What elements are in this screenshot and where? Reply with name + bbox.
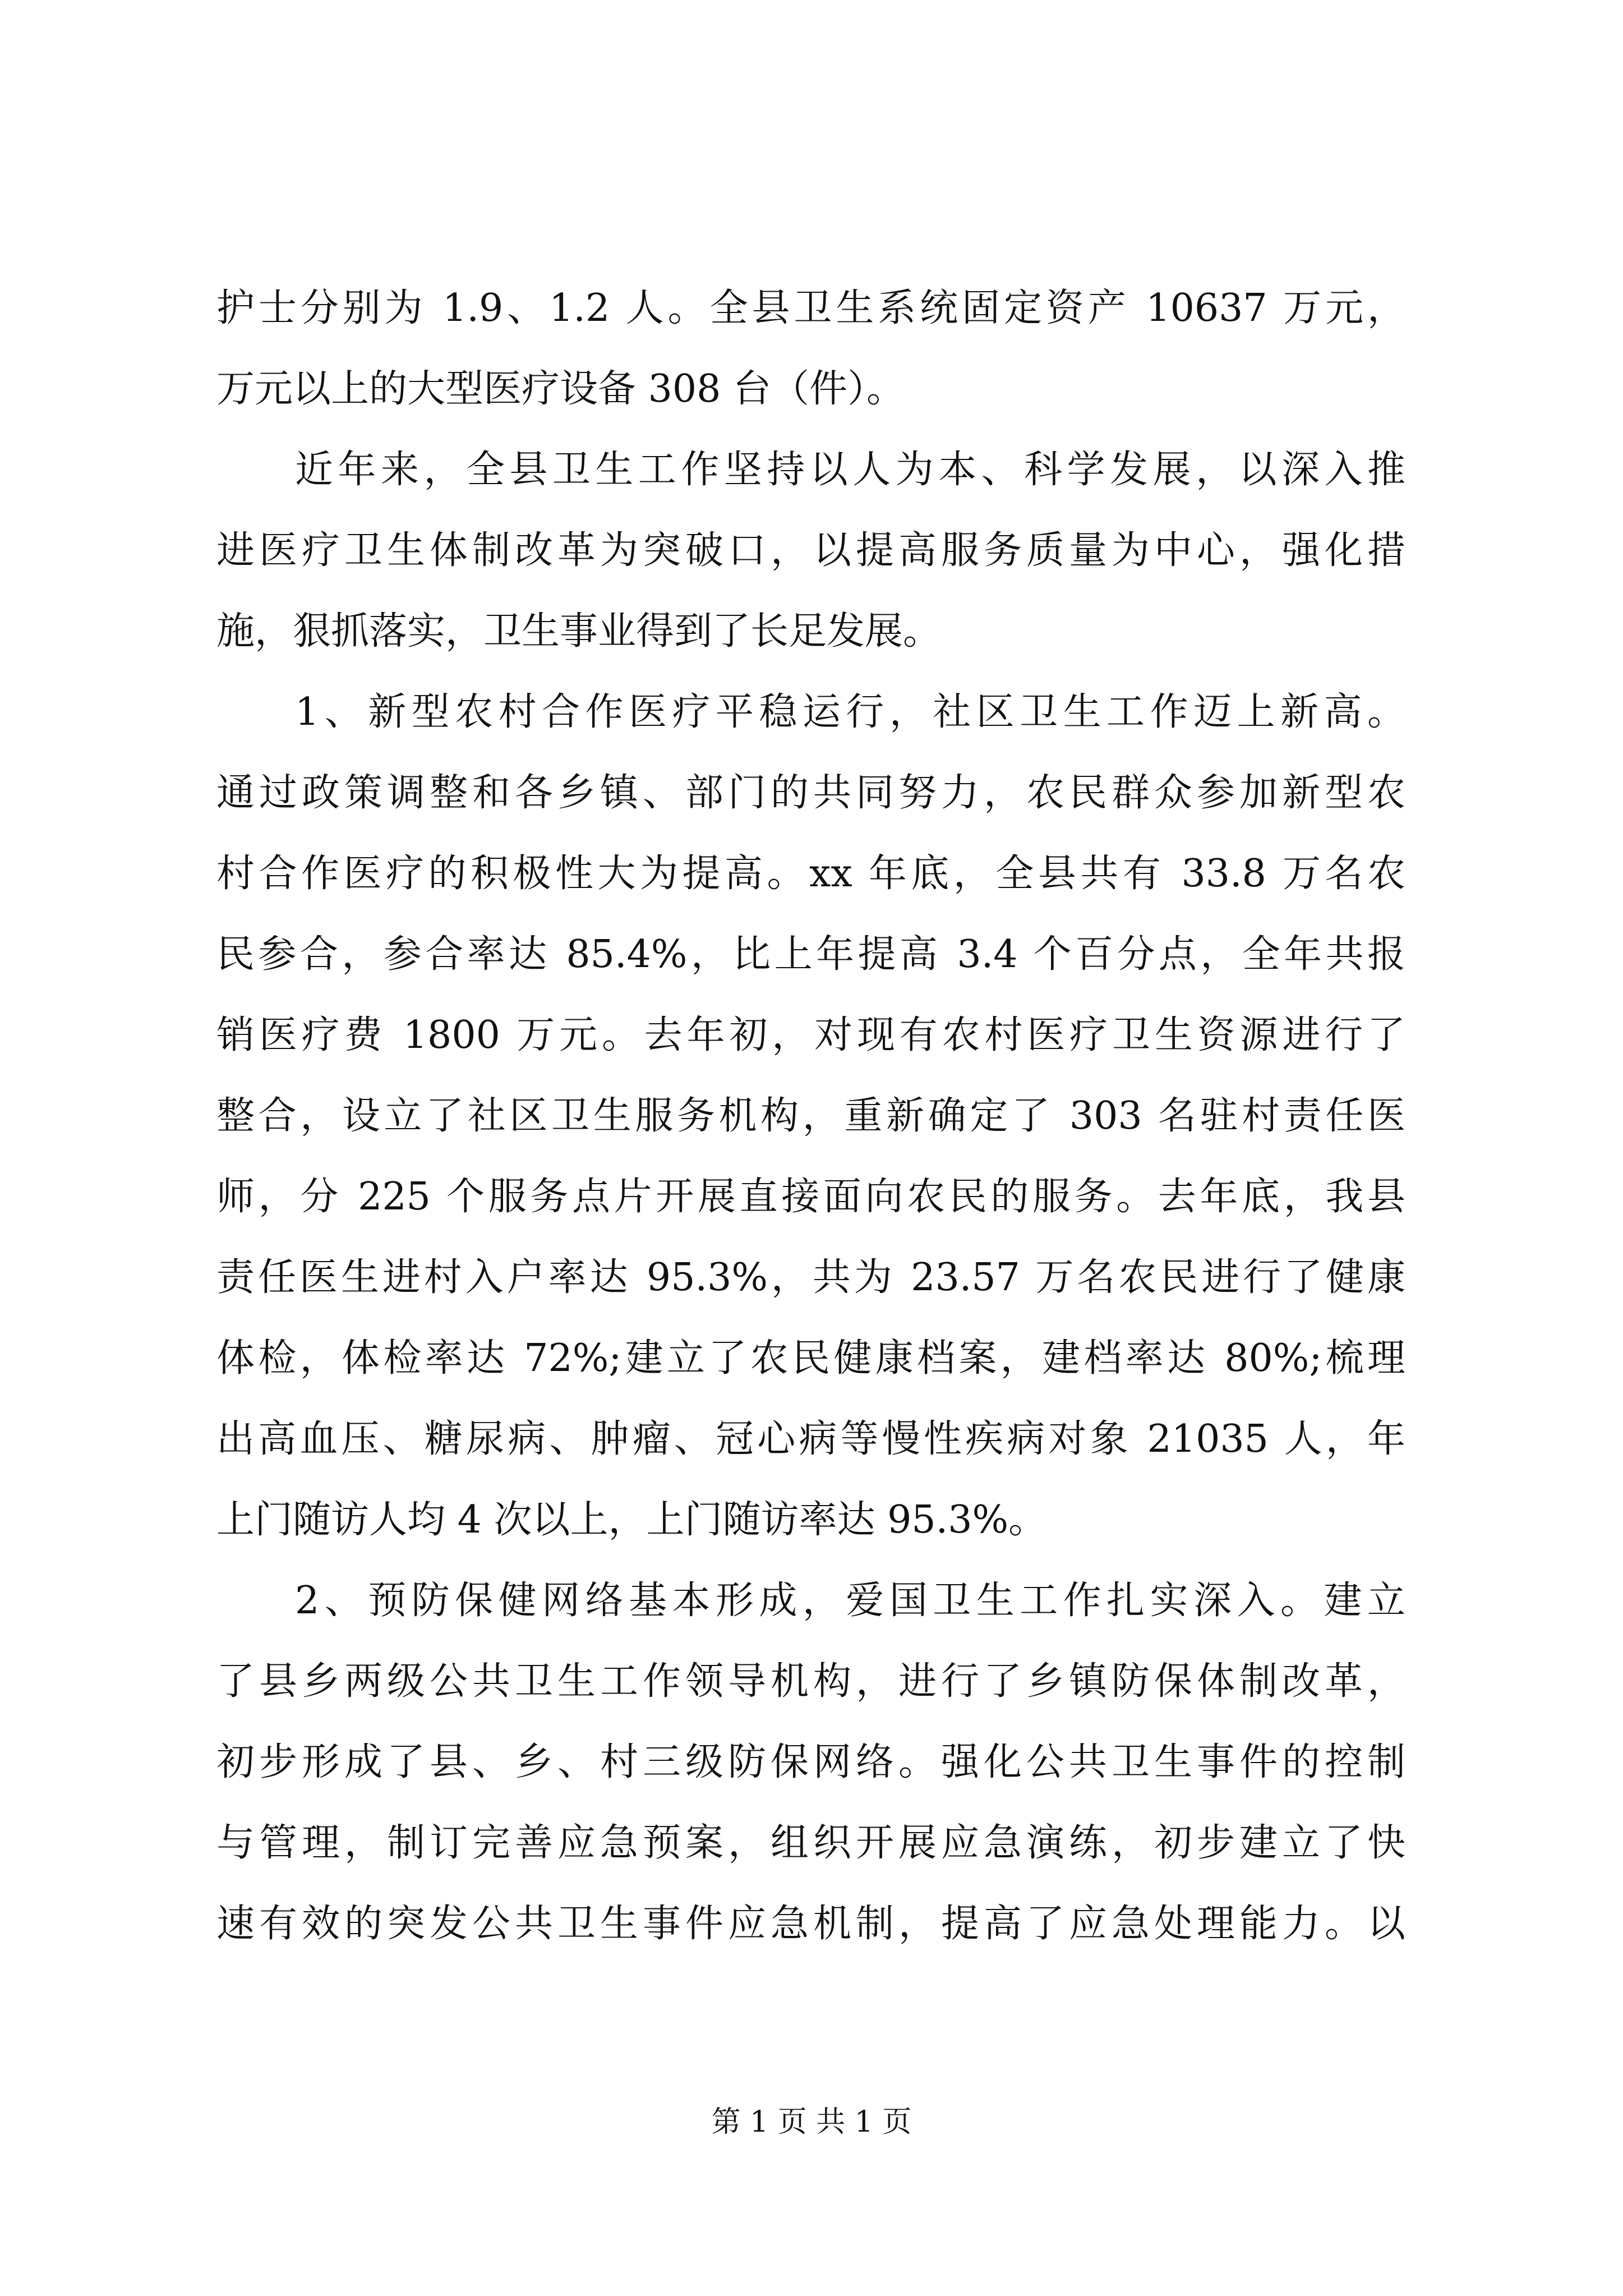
text-line: 进医疗卫生体制改革为突破口，以提高服务质量为中心，强化措 [216, 528, 1405, 573]
text-line: 护士分别为 1.9、1.2 人。全县卫生系统固定资产 10637 万元， [216, 286, 1405, 330]
document-body [216, 268, 1405, 1964]
page-footer: 第 1 页 共 1 页 [711, 2105, 912, 2139]
text-line: 与管理，制订完善应急预案，组织开展应急演练，初步建立了快 [216, 1821, 1405, 1865]
paragraph-first-line: 1、新型农村合作医疗平稳运行，社区卫生工作迈上新高。 [295, 690, 1405, 734]
text-line: 村合作医疗的积极性大为提高。xx 年底，全县共有 33.8 万名农 [216, 852, 1405, 896]
text-line: 了县乡两级公共卫生工作领导机构，进行了乡镇防保体制改革， [216, 1659, 1405, 1704]
text-line: 销医疗费 1800 万元。去年初，对现有农村医疗卫生资源进行了 [216, 1013, 1405, 1057]
text-line: 体检，体检率达 72%;建立了农民健康档案，建档率达 80%;梳理 [216, 1336, 1405, 1381]
text-line: 整合，设立了社区卫生服务机构，重新确定了 303 名驻村责任医 [216, 1094, 1405, 1138]
text-line: 出高血压、糖尿病、肿瘤、冠心病等慢性疾病对象 21035 人，年 [216, 1417, 1405, 1461]
text-line: 上门随访人均 4 次以上，上门随访率达 95.3%。 [216, 1498, 1047, 1542]
text-line: 万元以上的大型医疗设备 308 台（件）。 [216, 367, 905, 411]
text-line: 初步形成了县、乡、村三级防保网络。强化公共卫生事件的控制 [216, 1740, 1405, 1784]
text-line: 速有效的突发公共卫生事件应急机制，提高了应急处理能力。以 [216, 1902, 1405, 1946]
text-line: 通过政策调整和各乡镇、部门的共同努力，农民群众参加新型农 [216, 771, 1405, 815]
text-line: 责任医生进村入户率达 95.3%，共为 23.57 万名农民进行了健康 [216, 1255, 1405, 1300]
text-line: 施，狠抓落实，卫生事业得到了长足发展。 [216, 609, 942, 654]
paragraph-first-line: 2、预防保健网络基本形成，爱国卫生工作扎实深入。建立 [295, 1579, 1405, 1623]
paragraph-first-line: 近年来，全县卫生工作坚持以人为本、科学发展，以深入推 [295, 448, 1405, 492]
text-line: 师，分 225 个服务点片开展直接面向农民的服务。去年底，我县 [216, 1175, 1405, 1219]
text-line: 民参合，参合率达 85.4%，比上年提高 3.4 个百分点，全年共报 [216, 932, 1405, 977]
